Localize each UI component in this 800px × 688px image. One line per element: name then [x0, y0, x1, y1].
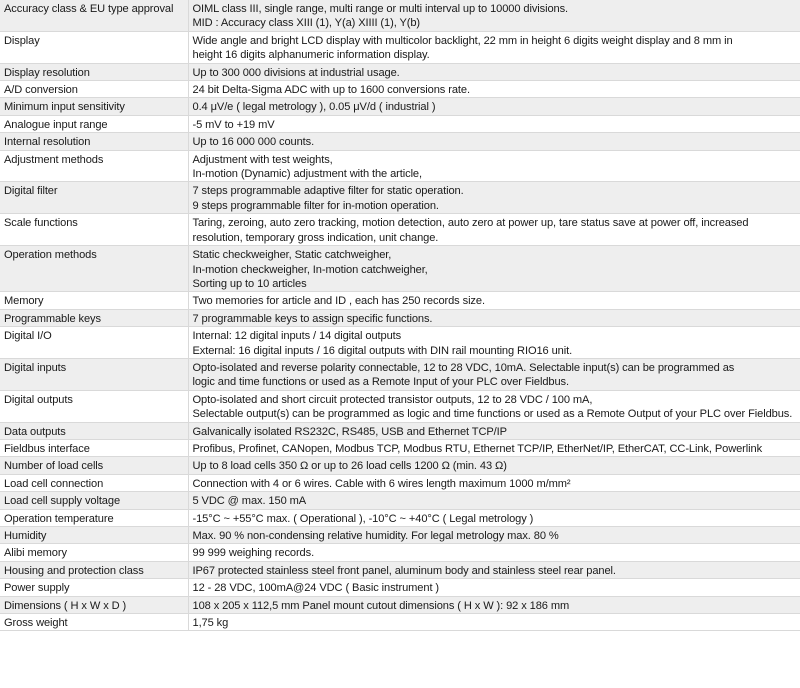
spec-value — [188, 390, 800, 422]
spec-value-line: Up to 16 000 000 counts. — [192, 136, 315, 149]
spec-value-line: Up to 8 load cells 350 Ω or up to 26 load cells 1200 Ω (min. 43 Ω) — [192, 460, 507, 473]
spec-value — [188, 474, 800, 491]
spec-value — [188, 509, 800, 526]
spec-value-line: height 16 digits alphanumeric information display. — [192, 49, 430, 62]
table-row — [0, 358, 800, 390]
table-row — [0, 214, 800, 246]
table-row — [0, 182, 800, 214]
table-row — [0, 309, 800, 326]
table-row — [0, 150, 800, 182]
spec-value-line: In-motion (Dynamic) adjustment with the article, — [192, 168, 422, 181]
table-row — [0, 81, 800, 98]
table-row — [0, 0, 800, 31]
spec-label: Housing and protection class — [0, 561, 188, 578]
table-row — [0, 579, 800, 596]
spec-value — [188, 422, 800, 439]
table-row — [0, 31, 800, 63]
spec-value-line: Two memories for article and ID , each has 250 records size. — [192, 295, 485, 308]
table-row — [0, 422, 800, 439]
spec-value-line: resolution, temporary gross indication, unit change. — [192, 231, 439, 244]
table-row — [0, 527, 800, 544]
spec-label: Programmable keys — [0, 309, 188, 326]
spec-value — [188, 544, 800, 561]
spec-value — [188, 457, 800, 474]
spec-value — [188, 214, 800, 246]
table-row — [0, 63, 800, 80]
spec-value-line: Max. 90 % non-condensing relative humidity. For legal metrology max. 80 % — [192, 530, 559, 542]
spec-value-line: 7 programmable keys to assign specific functions. — [192, 312, 433, 325]
spec-label: Gross weight — [0, 614, 188, 631]
table-row — [0, 292, 800, 309]
spec-label: Adjustment methods — [0, 150, 188, 182]
spec-value-line: 7 steps programmable adaptive filter for static operation. — [192, 185, 464, 198]
spec-label: Internal resolution — [0, 133, 188, 150]
spec-label: Fieldbus interface — [0, 439, 188, 456]
spec-value — [188, 492, 800, 509]
spec-value-line: 108 x 205 x 112,5 mm Panel mount cutout dimensions ( H x W ): 92 x 186 mm — [192, 599, 570, 612]
spec-value — [188, 527, 800, 544]
spec-value-line: 24 bit Delta-Sigma ADC with up to 1600 conversions rate. — [192, 84, 470, 97]
spec-value-line: IP67 protected stainless steel front panel, aluminum body and stainless steel rear panel. — [192, 564, 616, 577]
spec-value — [188, 246, 800, 292]
spec-value — [188, 31, 800, 63]
spec-value-line: -5 mV to +19 mV — [192, 118, 275, 131]
spec-value-line: 12 - 28 VDC, 100mA@24 VDC ( Basic instrument ) — [192, 582, 439, 595]
spec-value-line: MID : Accuracy class XIII (1), Y(a) XIIII (1), Y(b) — [192, 17, 421, 30]
spec-value-line: Adjustment with test weights, — [192, 153, 333, 166]
spec-label: Alibi memory — [0, 544, 188, 561]
table-row — [0, 614, 800, 631]
table-row — [0, 474, 800, 491]
spec-value — [188, 561, 800, 578]
spec-value-line: Wide angle and bright LCD display with multicolor backlight, 22 mm in height 6 digits weight display and 8 mm in — [192, 34, 733, 47]
spec-value — [188, 579, 800, 596]
spec-label: Number of load cells — [0, 457, 188, 474]
spec-label: Data outputs — [0, 422, 188, 439]
spec-value-line: Opto-isolated and short circuit protected transistor outputs, 12 to 28 VDC / 100 mA, — [192, 393, 593, 406]
spec-value-line: Up to 300 000 divisions at industrial usage. — [192, 66, 400, 79]
spec-value-line: 1,75 kg — [192, 617, 229, 630]
spec-label: Power supply — [0, 579, 188, 596]
spec-label: Display — [0, 31, 188, 63]
table-row — [0, 327, 800, 359]
spec-value-line: Opto-isolated and reverse polarity connectable, 12 to 28 VDC, 10mA. Selectable input(s) can be programmed as — [192, 361, 735, 374]
spec-label: Digital filter — [0, 182, 188, 214]
spec-value — [188, 327, 800, 359]
spec-value — [188, 596, 800, 613]
spec-value-line: In-motion checkweigher, In-motion catchweigher, — [192, 263, 428, 276]
spec-value-line: Galvanically isolated RS232C, RS485, USB and Ethernet TCP/IP — [192, 425, 507, 438]
spec-value — [188, 63, 800, 80]
spec-value — [188, 182, 800, 214]
spec-value-line: logic and time functions or used as a Remote Input of your PLC over Fieldbus. — [192, 376, 569, 389]
spec-value-line: 99 999 weighing records. — [192, 547, 315, 560]
spec-value — [188, 439, 800, 456]
spec-label: Accuracy class & EU type approval — [0, 0, 188, 31]
table-row — [0, 492, 800, 509]
spec-value-line: Sorting up to 10 articles — [192, 277, 307, 290]
spec-label: A/D conversion — [0, 81, 188, 98]
table-row — [0, 509, 800, 526]
spec-value — [188, 614, 800, 631]
spec-label: Minimum input sensitivity — [0, 98, 188, 115]
table-row — [0, 133, 800, 150]
spec-value-line: 0.4 μV/e ( legal metrology ), 0.05 μV/d ( industrial ) — [192, 101, 436, 114]
table-row — [0, 596, 800, 613]
spec-label: Dimensions ( H x W x D ) — [0, 596, 188, 613]
spec-value — [188, 115, 800, 132]
spec-label: Scale functions — [0, 214, 188, 246]
spec-value-line: Profibus, Profinet, CANopen, Modbus TCP, Modbus RTU, Ethernet TCP/IP, EtherNet/IP, EtherCAT, CC-Link, Powerlink — [192, 442, 763, 455]
spec-label: Humidity — [0, 527, 188, 544]
table-row — [0, 98, 800, 115]
spec-label: Load cell connection — [0, 474, 188, 491]
spec-value — [188, 133, 800, 150]
table-row — [0, 561, 800, 578]
spec-value-line: 5 VDC @ max. 150 mA — [192, 495, 307, 508]
spec-label: Memory — [0, 292, 188, 309]
spec-label: Load cell supply voltage — [0, 492, 188, 509]
spec-value — [188, 81, 800, 98]
spec-value — [188, 309, 800, 326]
table-row — [0, 544, 800, 561]
spec-label: Digital outputs — [0, 390, 188, 422]
spec-value-line: OIML class III, single range, multi range or multi interval up to 10000 divisions. — [192, 3, 569, 15]
spec-value-line: -15°C ~ +55°C max. ( Operational ), -10°C ~ +40°C ( Legal metrology ) — [192, 512, 534, 525]
table-row — [0, 246, 800, 292]
spec-value-line: 9 steps programmable filter for in-motion operation. — [192, 199, 439, 212]
spec-value — [188, 292, 800, 309]
table-row — [0, 439, 800, 456]
spec-label: Operation temperature — [0, 509, 188, 526]
table-row — [0, 115, 800, 132]
spec-value-line: External: 16 digital inputs / 16 digital outputs with DIN rail mounting RIO16 unit. — [192, 344, 573, 357]
spec-value — [188, 98, 800, 115]
spec-value-line: Connection with 4 or 6 wires. Cable with 6 wires length maximum 1000 m/mm² — [192, 477, 571, 490]
spec-value-line: Selectable output(s) can be programmed as logic and time functions or used as a Remote Output of your PLC over Fieldbus. — [192, 408, 793, 421]
spec-label: Digital inputs — [0, 358, 188, 390]
spec-value — [188, 150, 800, 182]
spec-label: Display resolution — [0, 63, 188, 80]
table-row — [0, 457, 800, 474]
spec-label: Analogue input range — [0, 115, 188, 132]
table-row — [0, 390, 800, 422]
spec-value — [188, 0, 800, 31]
spec-label: Operation methods — [0, 246, 188, 292]
spec-value-line: Internal: 12 digital inputs / 14 digital outputs — [192, 330, 402, 343]
spec-value-line: Taring, zeroing, auto zero tracking, motion detection, auto zero at power up, tare status save at power off, increased — [192, 217, 749, 230]
spec-label: Digital I/O — [0, 327, 188, 359]
spec-value — [188, 358, 800, 390]
spec-value-line: Static checkweigher, Static catchweigher, — [192, 249, 392, 262]
